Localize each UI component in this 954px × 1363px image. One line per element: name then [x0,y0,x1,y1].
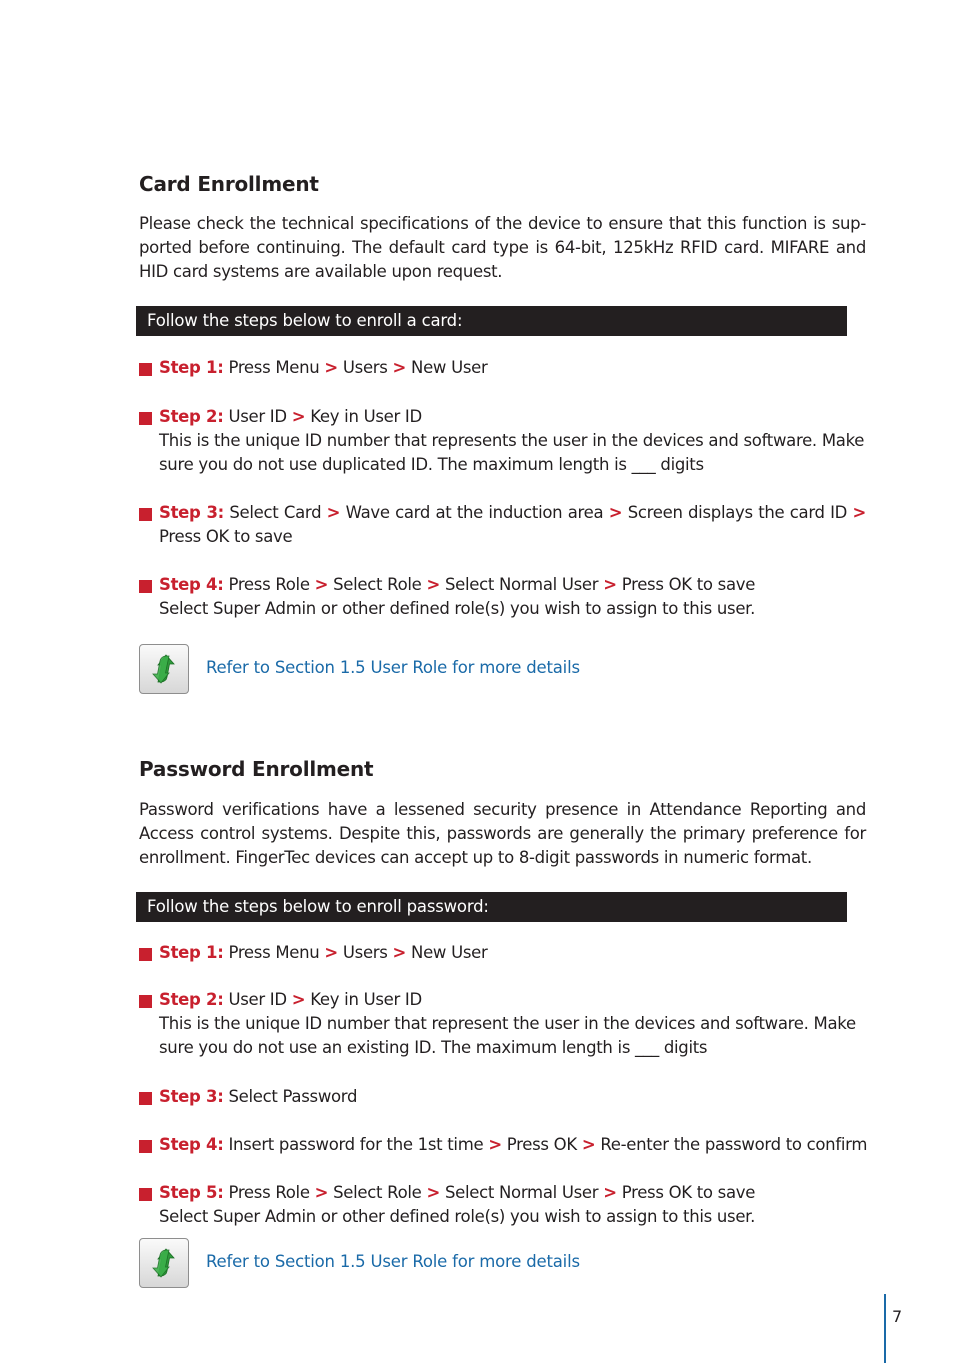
card-step-1: Step 1: Press Menu > Users > New User [139,356,866,380]
page-number-rule [884,1294,886,1363]
password-enrollment-title: Password Enrollment [139,757,374,781]
step-bullet-icon [139,948,152,961]
card-step-4-detail: Select Super Admin or other defined role(s) you wish to assign to this user. [159,599,756,618]
card-role-reference-link[interactable]: Refer to Section 1.5 User Role for more details [206,658,580,677]
card-step-4: Step 4: Press Role > Select Role > Select Normal User > Press OK to save Select Super Admin or other defined role(s) you wish to assign to this user. [139,573,866,621]
step-bullet-icon [139,1140,152,1153]
card-step-3: Step 3: Select Card > Wave card at the induction area > Screen displays the card ID > Press OK to save [139,501,866,549]
password-step-5-detail: Select Super Admin or other defined role(s) you wish to assign to this user. [159,1207,756,1226]
password-step-2-detail: This is the unique ID number that represent the user in the devices and software. Make [159,1014,856,1033]
step-bullet-icon [139,363,152,376]
step-bullet-icon [139,580,152,593]
refresh-arrows-icon [139,1238,189,1288]
password-role-reference-link[interactable]: Refer to Section 1.5 User Role for more details [206,1252,580,1271]
password-step-2-detail-2: sure you do not use an existing ID. The maximum length is ___ digits [159,1038,708,1057]
card-step-2-detail-2: sure you do not use duplicated ID. The maximum length is ___ digits [159,455,704,474]
step-bullet-icon [139,508,152,521]
password-step-2: Step 2: User ID > Key in User ID This is the unique ID number that represent the user in the devices and software. Make sure you do not use an existing ID. The maximum length is ___ digits [139,988,866,1060]
card-steps-bar: Follow the steps below to enroll a card: [136,306,847,336]
card-step-2: Step 2: User ID > Key in User ID This is the unique ID number that represents the user in the devices and software. Make sure you do not use duplicated ID. The maximum length is ___ digits [139,405,866,477]
page-number: 7 [892,1307,903,1326]
card-enrollment-intro: Please check the technical specifications of the device to ensure that this function is sup- ported before continuing. The default card type is 64-bit, 125kHz RFID card. MIFARE and HID card systems are available upon request. [139,214,866,281]
password-role-reference [139,1238,739,1290]
step-bullet-icon [139,412,152,425]
password-step-5: Step 5: Press Role > Select Role > Select Normal User > Press OK to save Select Super Admin or other defined role(s) you wish to assign to this user. [139,1181,866,1229]
refresh-arrows-icon [139,644,189,694]
password-step-1: Step 1: Press Menu > Users > New User [139,941,866,965]
card-role-reference [139,644,739,696]
step-bullet-icon [139,1188,152,1201]
step-bullet-icon [139,995,152,1008]
card-step-3-detail: Press OK to save [159,527,293,546]
password-step-4: Step 4: Insert password for the 1st time > Press OK > Re-enter the password to confirm [139,1133,866,1157]
card-step-2-detail: This is the unique ID number that represents the user in the devices and software. Make [159,431,865,450]
password-enrollment-intro: Password verifications have a lessened security presence in Attendance Reporting and Access control systems. Despite this, passwords are generally the primary preference for enrollment. FingerTec devices can accept up to 8-digit passwords in numeric format. [139,800,866,867]
password-step-3: Step 3: Select Password [139,1085,866,1109]
card-enrollment-title: Card Enrollment [139,172,319,196]
password-steps-bar: Follow the steps below to enroll password: [136,892,847,922]
step-bullet-icon [139,1092,152,1105]
